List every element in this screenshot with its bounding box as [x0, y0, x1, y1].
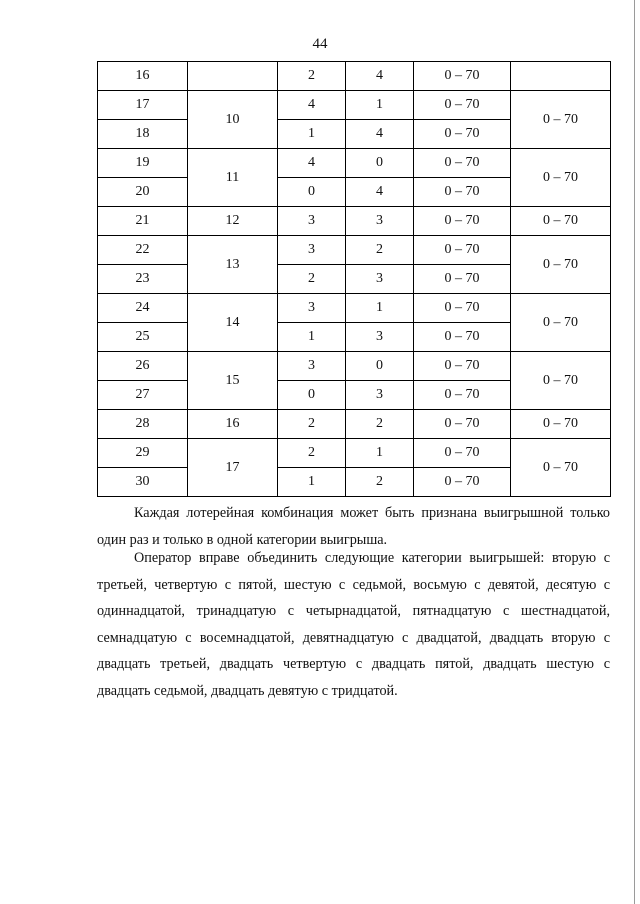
table-cell: 0 – 70 — [414, 178, 511, 207]
table-cell: 16 — [188, 410, 278, 439]
table-cell: 14 — [188, 294, 278, 352]
table-row — [98, 62, 611, 91]
table-cell: 12 — [188, 207, 278, 236]
scan-edge — [634, 0, 635, 904]
table-cell: 0 – 70 — [414, 352, 511, 381]
table-cell: 26 — [98, 352, 188, 381]
table-cell: 0 – 70 — [511, 236, 611, 294]
table-cell — [511, 62, 611, 91]
table-cell: 2 — [346, 236, 414, 265]
table-cell: 1 — [278, 468, 346, 497]
table-cell: 0 – 70 — [414, 207, 511, 236]
table-row — [98, 207, 611, 236]
table-cell: 23 — [98, 265, 188, 294]
prize-category-table — [97, 61, 611, 497]
table-cell: 24 — [98, 294, 188, 323]
table-cell: 1 — [346, 294, 414, 323]
table-cell: 1 — [278, 323, 346, 352]
table-cell: 0 – 70 — [511, 439, 611, 497]
table-cell: 3 — [346, 265, 414, 294]
table-cell: 0 – 70 — [511, 91, 611, 149]
table-cell: 0 – 70 — [414, 410, 511, 439]
table-cell: 0 – 70 — [414, 62, 511, 91]
table-cell: 25 — [98, 323, 188, 352]
table-cell: 2 — [346, 468, 414, 497]
table-cell: 1 — [346, 91, 414, 120]
table-cell: 1 — [346, 439, 414, 468]
table-cell: 30 — [98, 468, 188, 497]
table-cell: 0 – 70 — [414, 439, 511, 468]
table-cell: 19 — [98, 149, 188, 178]
table-cell: 0 – 70 — [414, 236, 511, 265]
table-cell: 4 — [346, 62, 414, 91]
table-cell: 18 — [98, 120, 188, 149]
table-cell: 0 – 70 — [414, 323, 511, 352]
table-row — [98, 91, 611, 120]
table-cell: 0 – 70 — [414, 468, 511, 497]
table-cell: 0 – 70 — [414, 91, 511, 120]
table-cell: 2 — [346, 410, 414, 439]
table-cell: 0 – 70 — [414, 149, 511, 178]
table-cell: 29 — [98, 439, 188, 468]
table-cell: 11 — [188, 149, 278, 207]
table-cell: 4 — [278, 91, 346, 120]
paragraph: Оператор вправе объединить следующие категории выигрышей: вторую с третьей, четвертую с пятой, шестую с седьмой, восьмую с девятой, десятую с одиннадцатой, тринадцатую с четырнадцатой, пятнадцатую с шестнадцатой, семнадцатую с восемнадцатой, девятнадцатую с двадцатой, двадцать вторую с двадцать третьей, двадцать четвертую с двадцать пятой, двадцать шестую с двадцать седьмой, двадцать девятую с тридцатой. — [97, 550, 610, 699]
table-cell: 0 – 70 — [414, 265, 511, 294]
table-cell — [188, 62, 278, 91]
table-row — [98, 236, 611, 265]
table-cell: 0 — [346, 149, 414, 178]
table-cell: 16 — [98, 62, 188, 91]
table-cell: 3 — [278, 352, 346, 381]
table-cell: 2 — [278, 439, 346, 468]
table-cell: 22 — [98, 236, 188, 265]
paragraph: Каждая лотерейная комбинация может быть признана выигрышной только один раз и только в одной категории выигрыша. — [97, 505, 610, 548]
table-cell: 20 — [98, 178, 188, 207]
table-cell: 15 — [188, 352, 278, 410]
table-cell: 13 — [188, 236, 278, 294]
table-cell: 3 — [346, 323, 414, 352]
table-cell: 0 – 70 — [511, 352, 611, 410]
table-row — [98, 352, 611, 381]
table-cell: 3 — [278, 236, 346, 265]
table-cell: 17 — [188, 439, 278, 497]
table-cell: 0 — [278, 381, 346, 410]
table-row — [98, 149, 611, 178]
table-cell: 3 — [278, 207, 346, 236]
table-cell: 0 — [278, 178, 346, 207]
table-cell: 10 — [188, 91, 278, 149]
table-cell: 0 — [346, 352, 414, 381]
table-cell: 17 — [98, 91, 188, 120]
table-cell: 0 – 70 — [414, 294, 511, 323]
table-cell: 0 – 70 — [414, 381, 511, 410]
table-cell: 3 — [346, 207, 414, 236]
table-cell: 3 — [278, 294, 346, 323]
table-cell: 4 — [278, 149, 346, 178]
table-cell: 4 — [346, 178, 414, 207]
page-number: 44 — [312, 36, 328, 52]
table-cell: 21 — [98, 207, 188, 236]
table-cell: 2 — [278, 410, 346, 439]
table-cell: 28 — [98, 410, 188, 439]
table-cell: 0 – 70 — [511, 207, 611, 236]
table-cell: 2 — [278, 265, 346, 294]
table-cell: 0 – 70 — [511, 294, 611, 352]
table-row — [98, 439, 611, 468]
table-cell: 2 — [278, 62, 346, 91]
table-cell: 4 — [346, 120, 414, 149]
table-cell: 3 — [346, 381, 414, 410]
paragraph-category-merge — [97, 545, 610, 704]
table-row — [98, 294, 611, 323]
table-row — [98, 410, 611, 439]
table-cell: 0 – 70 — [511, 149, 611, 207]
table-cell: 27 — [98, 381, 188, 410]
table-cell: 1 — [278, 120, 346, 149]
table-cell: 0 – 70 — [511, 410, 611, 439]
table-cell: 0 – 70 — [414, 120, 511, 149]
